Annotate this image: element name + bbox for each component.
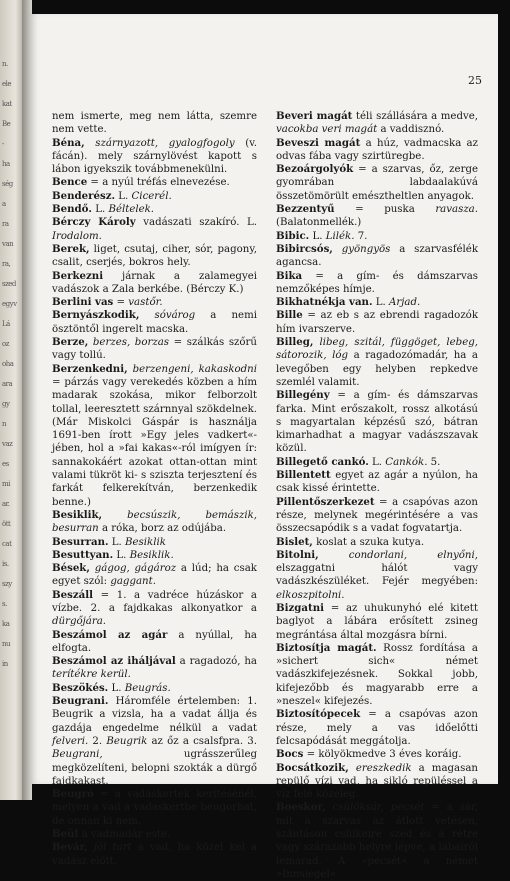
entry-headword: Bille	[276, 309, 303, 322]
entry-reference: terítékre kerül.	[52, 669, 131, 681]
left-page-fragment: ra	[2, 220, 9, 228]
entry-definition: = a vadaskertek kerítésénél, melyen a vad a vadaskertbe beugorhat, de onnan ki nem.	[52, 789, 257, 827]
dictionary-entry	[276, 801, 478, 881]
entry-headword: Berlini vas	[52, 296, 114, 309]
entry-definition: (v. fácán). mely szárnylövést kapott s lábon igyekszik továbbmenekülni.	[52, 137, 257, 176]
entry-headword: Biztosítja magát.	[276, 641, 377, 654]
entry-reference: Beugrani,	[52, 749, 103, 761]
entry-headword: Berek,	[52, 242, 90, 255]
dictionary-entry	[276, 496, 478, 536]
entry-headword: Biztosítópecek	[276, 708, 361, 721]
left-page-fragment: n	[2, 420, 7, 428]
entry-reference: Cicerél.	[131, 190, 172, 202]
entry-definition: = az eb s az ebrendi ragadozók hím ivarszerve.	[276, 310, 478, 335]
entry-headword: Beugró	[52, 788, 94, 801]
left-page-fragment: oz	[2, 340, 9, 348]
dictionary-entry	[52, 203, 257, 216]
dictionary-entry	[276, 230, 478, 243]
dictionary-entry	[276, 137, 478, 164]
entry-definition: járnak a zalamegyei vadászok a Zala berkébe. (Bérczy K.)	[52, 270, 257, 295]
entry-synonyms: libeg, szitál, függöget, lebeg, sátorozik, lóg	[276, 337, 478, 362]
left-page-fragment: in	[2, 660, 8, 668]
dictionary-entry	[276, 748, 478, 761]
entry-definition: egyet az agár a nyúlon, ha csak kissé érintette.	[276, 470, 478, 495]
left-page-fragment: Lá	[2, 320, 10, 328]
entry-reference: Cankók.	[385, 456, 428, 468]
entry-synonyms: condorlani, elnyőni,	[318, 549, 478, 561]
dictionary-entry	[52, 589, 257, 629]
left-page-fragment: ara	[2, 380, 13, 388]
entry-definition: L.	[309, 230, 326, 242]
entry-definition: ugrásszerűleg megközelíteni, belopni szokták a dürgő fajdkakast.	[52, 749, 257, 787]
entry-reference: ravasza.	[435, 204, 478, 216]
entry-headword: Bocsátkozik,	[276, 761, 349, 774]
page-number: 25	[468, 74, 482, 87]
entry-synonyms: jól tart	[87, 842, 132, 854]
dictionary-entry	[276, 549, 478, 602]
entry-headword: Bizgatni	[276, 601, 324, 614]
dictionary-entry	[52, 695, 257, 788]
entry-definition: = a sár, mit a szarvas az átlott vetésen, szántáson csülkeire szed és a rétre vagy szárazabb helyre lépve, a lábairól lemarad. A »pecsét« a német »Innsiegel«	[276, 802, 478, 880]
entry-definition: a nemi ösztöntől ingerelt macska.	[52, 310, 257, 335]
dictionary-entry	[52, 243, 257, 270]
entry-headword: Bevár,	[52, 841, 88, 854]
entry-synonyms: ereszkedik	[348, 762, 412, 774]
left-page-fragment: is.	[2, 560, 9, 568]
dictionary-entry	[276, 642, 478, 708]
left-page-fragment: egyv	[2, 300, 17, 308]
entry-definition: vadászati szakíró. L.	[135, 217, 258, 229]
entry-definition: koslat a szuka kutya.	[312, 536, 425, 548]
entry-headword: Bocs	[276, 748, 304, 761]
left-page-fragment: n.	[2, 60, 8, 68]
left-page-fragment: es	[2, 460, 9, 468]
entry-headword: Beszáll	[52, 588, 93, 601]
left-page-fragment: ar.	[2, 500, 10, 508]
dictionary-entry	[52, 509, 257, 536]
entry-definition: a ragadozó, ha	[175, 656, 257, 668]
entry-definition: = 1. a vadréce húzáskor a vízbe. 2. a fajdkakas alkonyatkor a	[52, 589, 257, 614]
entry-reference: Besiklik	[125, 536, 166, 548]
dictionary-entry	[52, 629, 257, 656]
entry-reference: gaggant.	[110, 576, 156, 588]
entry-definition: L.	[113, 549, 130, 561]
entry-reference: Béltelek.	[108, 204, 155, 216]
entry-headword: Bibircsós,	[276, 242, 333, 255]
entry-synonyms: szárnyazott, gyalogfogoly	[84, 137, 235, 149]
dictionary-entry	[276, 163, 478, 203]
entry-headword: Beveszi magát	[276, 136, 361, 149]
entry-definition: L.	[368, 456, 386, 468]
entry-definition: a húz, vadmacska az odvas fába vagy szirtüregbe.	[276, 137, 478, 162]
dictionary-entry	[276, 469, 478, 496]
entry-definition: a magasan repülő vízi vad, ha sikló repüléssel a víz felé közeleg.	[276, 762, 478, 801]
left-page-fragment: szed	[2, 280, 16, 288]
right-column	[276, 110, 478, 881]
entry-headword: Bence	[52, 176, 88, 189]
dictionary-entry	[52, 682, 257, 695]
entry-definition: az őz a csalsfpra. 3.	[147, 735, 257, 747]
entry-definition: a ragadozómadár, ha a levegőben egy helyben repkedve szemlél valamit.	[276, 350, 478, 388]
entry-reference: Beugrik	[106, 735, 148, 747]
left-page-fragment: van	[2, 240, 14, 248]
entry-definition: a vad, ha közel kel a vadász előtt.	[52, 842, 257, 867]
entry-definition: = a szarvas, őz, zerge gyomrában labdaalakúvá összetömörült emésztheltlen anyagok.	[276, 164, 478, 202]
entry-headword: Benderész.	[52, 189, 116, 202]
dictionary-entry	[52, 562, 257, 589]
entry-headword: Beszökés.	[52, 681, 109, 694]
entry-headword: Bezzentyű	[276, 203, 335, 216]
entry-definition: Háromféle értelemben: 1. Beugrik a vizsla, ha a vadat állja és gazdája engedelme nélkül a vadat	[52, 696, 257, 734]
dictionary-entry	[276, 708, 478, 748]
left-page-fragment: ele	[2, 80, 12, 88]
entry-synonyms: becsúszik, bemászik, besurran	[52, 509, 257, 535]
dictionary-entry	[276, 110, 478, 137]
left-page-fragment: szy	[2, 580, 12, 588]
dictionary-entry	[52, 176, 257, 189]
entry-synonyms: gágog, gágároz	[89, 563, 177, 575]
entry-definition: = kölyökmedve 3 éves koráig.	[303, 749, 462, 761]
entry-definition: a róka, borz az odújába.	[98, 523, 227, 535]
dictionary-entry	[52, 536, 257, 549]
entry-definition: L.	[108, 682, 125, 694]
left-page-fragment: mi	[2, 480, 10, 488]
left-page-fragment: a	[2, 200, 6, 208]
dictionary-entry	[276, 536, 478, 549]
entry-definition: liget, csutaj, ciher, sór, pagony, csalit, cserjés, bokros hely.	[52, 243, 257, 269]
entry-headword: Berze,	[52, 336, 89, 349]
previous-page-edge	[0, 0, 22, 800]
entry-definition: = szálkás szőrű vagy tollú.	[52, 337, 257, 362]
dictionary-entry	[52, 296, 257, 309]
entry-definition: (Balatonmellék.)	[276, 217, 362, 229]
entry-definition: = a nyúl tréfás elnevezése.	[87, 177, 230, 189]
entry-headword: Beszámol az iháljával	[52, 655, 176, 668]
entry-definition: a szarvasfélék agancsa.	[276, 243, 478, 269]
entry-reference: Beugrás.	[124, 682, 171, 694]
dictionary-entry	[52, 336, 257, 363]
left-page-fragment: nu	[2, 640, 11, 648]
entry-headword: Beül	[52, 828, 79, 841]
entry-reference: vacokba veri magát	[276, 124, 378, 136]
entry-synonyms: berzengeni, kakaskodni	[127, 363, 257, 375]
entry-definition: Rossz fordítása a »sichert sich« német vadászkifejezésnek. Sokkal jobb, kifejezőbb és magyarabb erre a »neszel« kifejezés.	[276, 642, 478, 708]
left-page-fragment: gy	[2, 400, 10, 408]
entry-synonyms: gyöngyös	[332, 243, 391, 255]
entry-headword: Bések,	[52, 562, 90, 575]
entry-definition: = párzás vagy verekedés közben a hím madarak szokása, mikor felborzolt tollal, leeresztett szárnnyal szökdelnek. (Már Miskolci Gáspár is használja 1691-ben írott »Egy jeles vadkert«-jében, hol a »fai kakas«-ról imígyen ír: sannakokáért azokat ottan-ottan mint valami tükröt ki- s sziszta terjesztení és farkát felkerekítván, berzenkedik benne.)	[52, 376, 257, 508]
dictionary-entry	[276, 389, 478, 455]
dictionary-entry	[52, 363, 257, 509]
left-page-fragment: ka	[2, 620, 10, 628]
entry-headword: Beveri magát	[276, 110, 353, 122]
left-page-fragment: ra,	[2, 260, 11, 268]
left-column	[52, 110, 257, 868]
entry-definition: = a csapóvas azon része, mely a vas időelőtti felcsapódását meggátolja.	[276, 709, 478, 747]
left-page-fragment: oha	[2, 360, 14, 368]
entry-definition: 7.	[354, 230, 368, 242]
entry-reference: elkoszpitolni.	[276, 589, 345, 601]
dictionary-entry	[276, 203, 478, 230]
entry-synonyms: berzes, borzas	[88, 337, 170, 349]
entry-definition: L.	[372, 297, 389, 309]
left-page-fragment: s.	[2, 600, 7, 608]
dictionary-entry	[52, 655, 257, 682]
entry-headword: Billegény	[276, 389, 330, 402]
entry-headword: Bika	[276, 269, 303, 282]
dictionary-entry	[276, 243, 478, 270]
left-page-fragment: cat	[2, 540, 12, 548]
entry-headword: Béna,	[52, 136, 85, 149]
entry-reference: vastőr.	[128, 297, 163, 309]
dictionary-entry	[52, 216, 257, 243]
entry-definition: = a gím- és dámszarvas nemzőképes hímje.	[276, 270, 478, 295]
entry-headword: Pillentőszerkezet	[276, 495, 375, 508]
dictionary-entry	[52, 110, 257, 137]
entry-headword: Billentett	[276, 469, 331, 482]
entry-definition: = a csapóvas azon része, melynek megérintésére a vas összecsapódik s a vadat fogvatartja.	[276, 496, 478, 535]
entry-headword: Beugrani.	[52, 695, 109, 708]
entry-definition: L.	[115, 190, 132, 202]
entry-headword: Beszámol az agár	[52, 628, 168, 641]
dictionary-entry	[276, 762, 478, 802]
dictionary-entry	[52, 309, 257, 336]
entry-definition: = a gím- és dámszarvas farka. Mint erőszakolt, rossz alkotású s magyartalan képzésű szó, bátran kimarhadhat a magyar vadászszavak közül.	[276, 390, 478, 455]
dictionary-entry	[52, 190, 257, 203]
entry-headword: Bezoárgolyók	[276, 163, 354, 176]
left-page-fragment: ha	[2, 160, 10, 168]
entry-headword: Berzenkedni,	[52, 362, 128, 375]
entry-definition: L.	[108, 536, 126, 548]
entry-definition: L.	[91, 204, 109, 216]
dictionary-entry	[276, 336, 478, 389]
left-page-fragment: Be	[2, 120, 11, 128]
left-page-fragment: kat	[2, 100, 12, 108]
entry-definition: 5.	[427, 456, 441, 468]
dictionary-entry	[276, 456, 478, 469]
entry-headword: Billegető cankó.	[276, 455, 369, 468]
entry-headword: Besuttyan.	[52, 548, 114, 561]
entry-headword: Bernyászkodik,	[52, 309, 140, 322]
dictionary-entry	[276, 602, 478, 642]
entry-definition: elszaggatni hálót vagy vadászkészüléket. Fejér megyében:	[276, 563, 478, 588]
left-page-fragment: -	[2, 140, 4, 148]
entry-headword: Boeskor,	[276, 801, 326, 814]
entry-reference: Arjad.	[389, 297, 421, 309]
entry-reference: felveri.	[52, 735, 89, 747]
dictionary-entry	[52, 549, 257, 562]
entry-definition: = az uhukunyhó elé kitett baglyot a lábára erősített zsineg megrántása által mozgásra bírni.	[276, 602, 478, 641]
dictionary-page	[30, 14, 498, 880]
dictionary-entry	[52, 788, 257, 828]
entry-definition: nem ismerte, meg nem látta, szemre nem vette.	[52, 111, 257, 136]
dictionary-entry	[276, 296, 478, 309]
left-page-fragment: ött	[2, 520, 11, 528]
entry-definition: 2.	[88, 735, 107, 747]
entry-definition: =	[113, 297, 129, 309]
dictionary-entry	[52, 137, 257, 177]
entry-headword: Bitolni,	[276, 548, 319, 561]
entry-definition: a lúd; ha csak egyet szól:	[52, 563, 257, 588]
dictionary-entry	[52, 841, 257, 868]
entry-reference: Lilék.	[325, 230, 355, 242]
entry-synonyms: csülöksár, pecsét	[325, 802, 425, 814]
entry-definition: a vadmadár este.	[78, 829, 171, 841]
entry-definition: a vaddisznó.	[377, 124, 445, 136]
left-page-fragment: vaz	[2, 440, 13, 448]
entry-headword: Berkezni	[52, 269, 104, 282]
left-page-fragment: ség	[2, 180, 13, 188]
entry-definition: téli szállására a medve,	[352, 111, 478, 122]
entry-headword: Bislet,	[276, 535, 313, 548]
entry-headword: Billeg,	[276, 336, 314, 349]
entry-headword: Bérczy Károly	[52, 216, 136, 229]
entry-headword: Bibic.	[276, 229, 310, 242]
entry-synonyms: sóvárog	[139, 310, 196, 322]
dictionary-entry	[276, 309, 478, 336]
entry-reference: Besiklik.	[129, 549, 174, 561]
entry-headword: Besiklik,	[52, 508, 103, 521]
entry-headword: Bendő.	[52, 203, 92, 216]
entry-definition: a nyúllal, ha elfogta.	[52, 629, 257, 654]
entry-headword: Bikhatnékja van.	[276, 296, 373, 309]
entry-headword: Besurran.	[52, 535, 109, 548]
entry-reference: dürgőjára.	[52, 616, 107, 628]
dictionary-entry	[276, 270, 478, 297]
dictionary-entry	[52, 828, 257, 841]
entry-reference: Irodalom.	[52, 230, 102, 242]
entry-definition: = puska	[334, 204, 436, 216]
dictionary-entry	[52, 270, 257, 297]
